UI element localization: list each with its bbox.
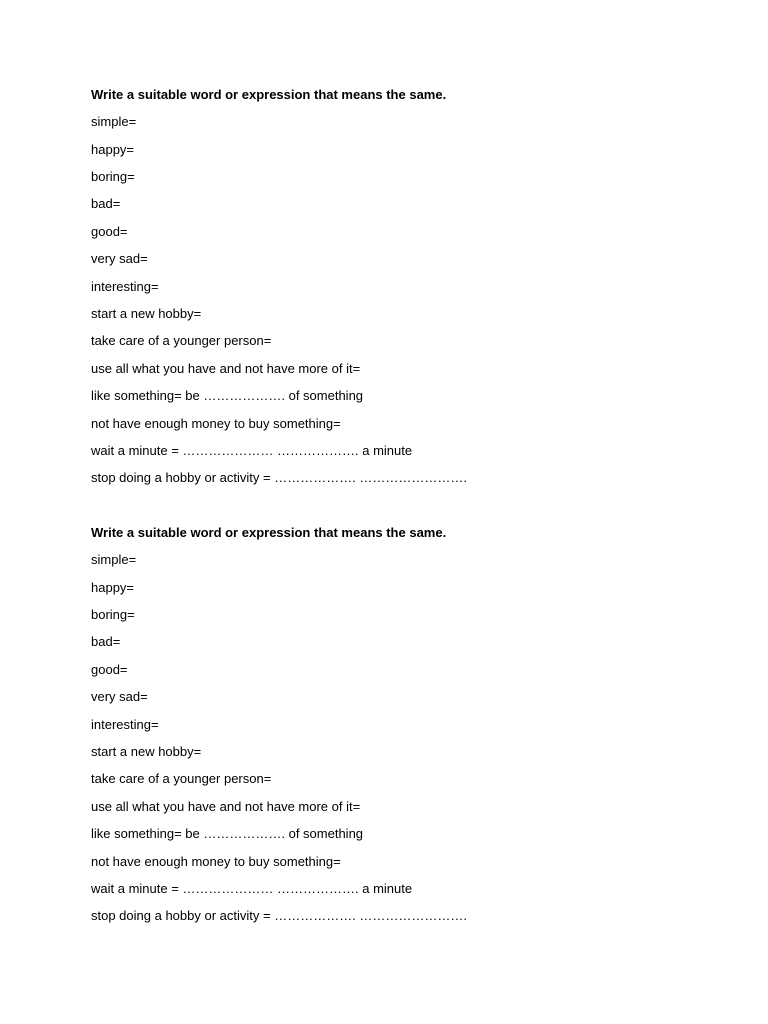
exercise-item-boring: boring= [91,169,135,185]
exercise-item-bad: bad= [91,196,121,212]
exercise-item-list [91,113,691,486]
exercise-item-happy: happy= [91,141,135,157]
exercise-item-very-sad: very sad= [91,689,148,705]
exercise-item-use-all: use all what you have and not have more of it= [91,360,361,376]
exercise-section-2 [91,524,691,935]
exercise-item-bad: bad= [91,634,121,650]
exercise-item-simple: simple= [91,552,137,568]
exercise-item-stop-doing: stop doing a hobby or activity = ………………. ……………………. [91,908,468,924]
exercise-item-use-all: use all what you have and not have more of it= [91,798,361,814]
exercise-item-list [91,551,691,924]
exercise-item-good: good= [91,661,128,677]
exercise-item-wait-a-minute: wait a minute = ………………… ………………. a minute [91,442,413,458]
exercise-heading: Write a suitable word or expression that means the same. [91,87,447,102]
exercise-item-good: good= [91,223,128,239]
exercise-item-stop-doing: stop doing a hobby or activity = ………………. ……………………. [91,470,468,486]
exercise-item-like-something: like something= be ………………. of something [91,388,364,404]
exercise-section-1 [91,86,691,497]
exercise-item-like-something: like something= be ………………. of something [91,826,364,842]
exercise-item-start-hobby: start a new hobby= [91,306,202,322]
exercise-item-boring: boring= [91,607,135,623]
exercise-item-take-care: take care of a younger person= [91,771,272,787]
exercise-item-simple: simple= [91,114,137,130]
exercise-heading: Write a suitable word or expression that means the same. [91,525,447,540]
exercise-item-interesting: interesting= [91,716,159,732]
exercise-item-take-care: take care of a younger person= [91,333,272,349]
exercise-item-happy: happy= [91,579,135,595]
exercise-item-very-sad: very sad= [91,251,148,267]
exercise-item-wait-a-minute: wait a minute = ………………… ………………. a minute [91,880,413,896]
exercise-item-start-hobby: start a new hobby= [91,744,202,760]
exercise-item-interesting: interesting= [91,278,159,294]
exercise-item-not-enough-money: not have enough money to buy something= [91,853,341,869]
exercise-item-not-enough-money: not have enough money to buy something= [91,415,341,431]
